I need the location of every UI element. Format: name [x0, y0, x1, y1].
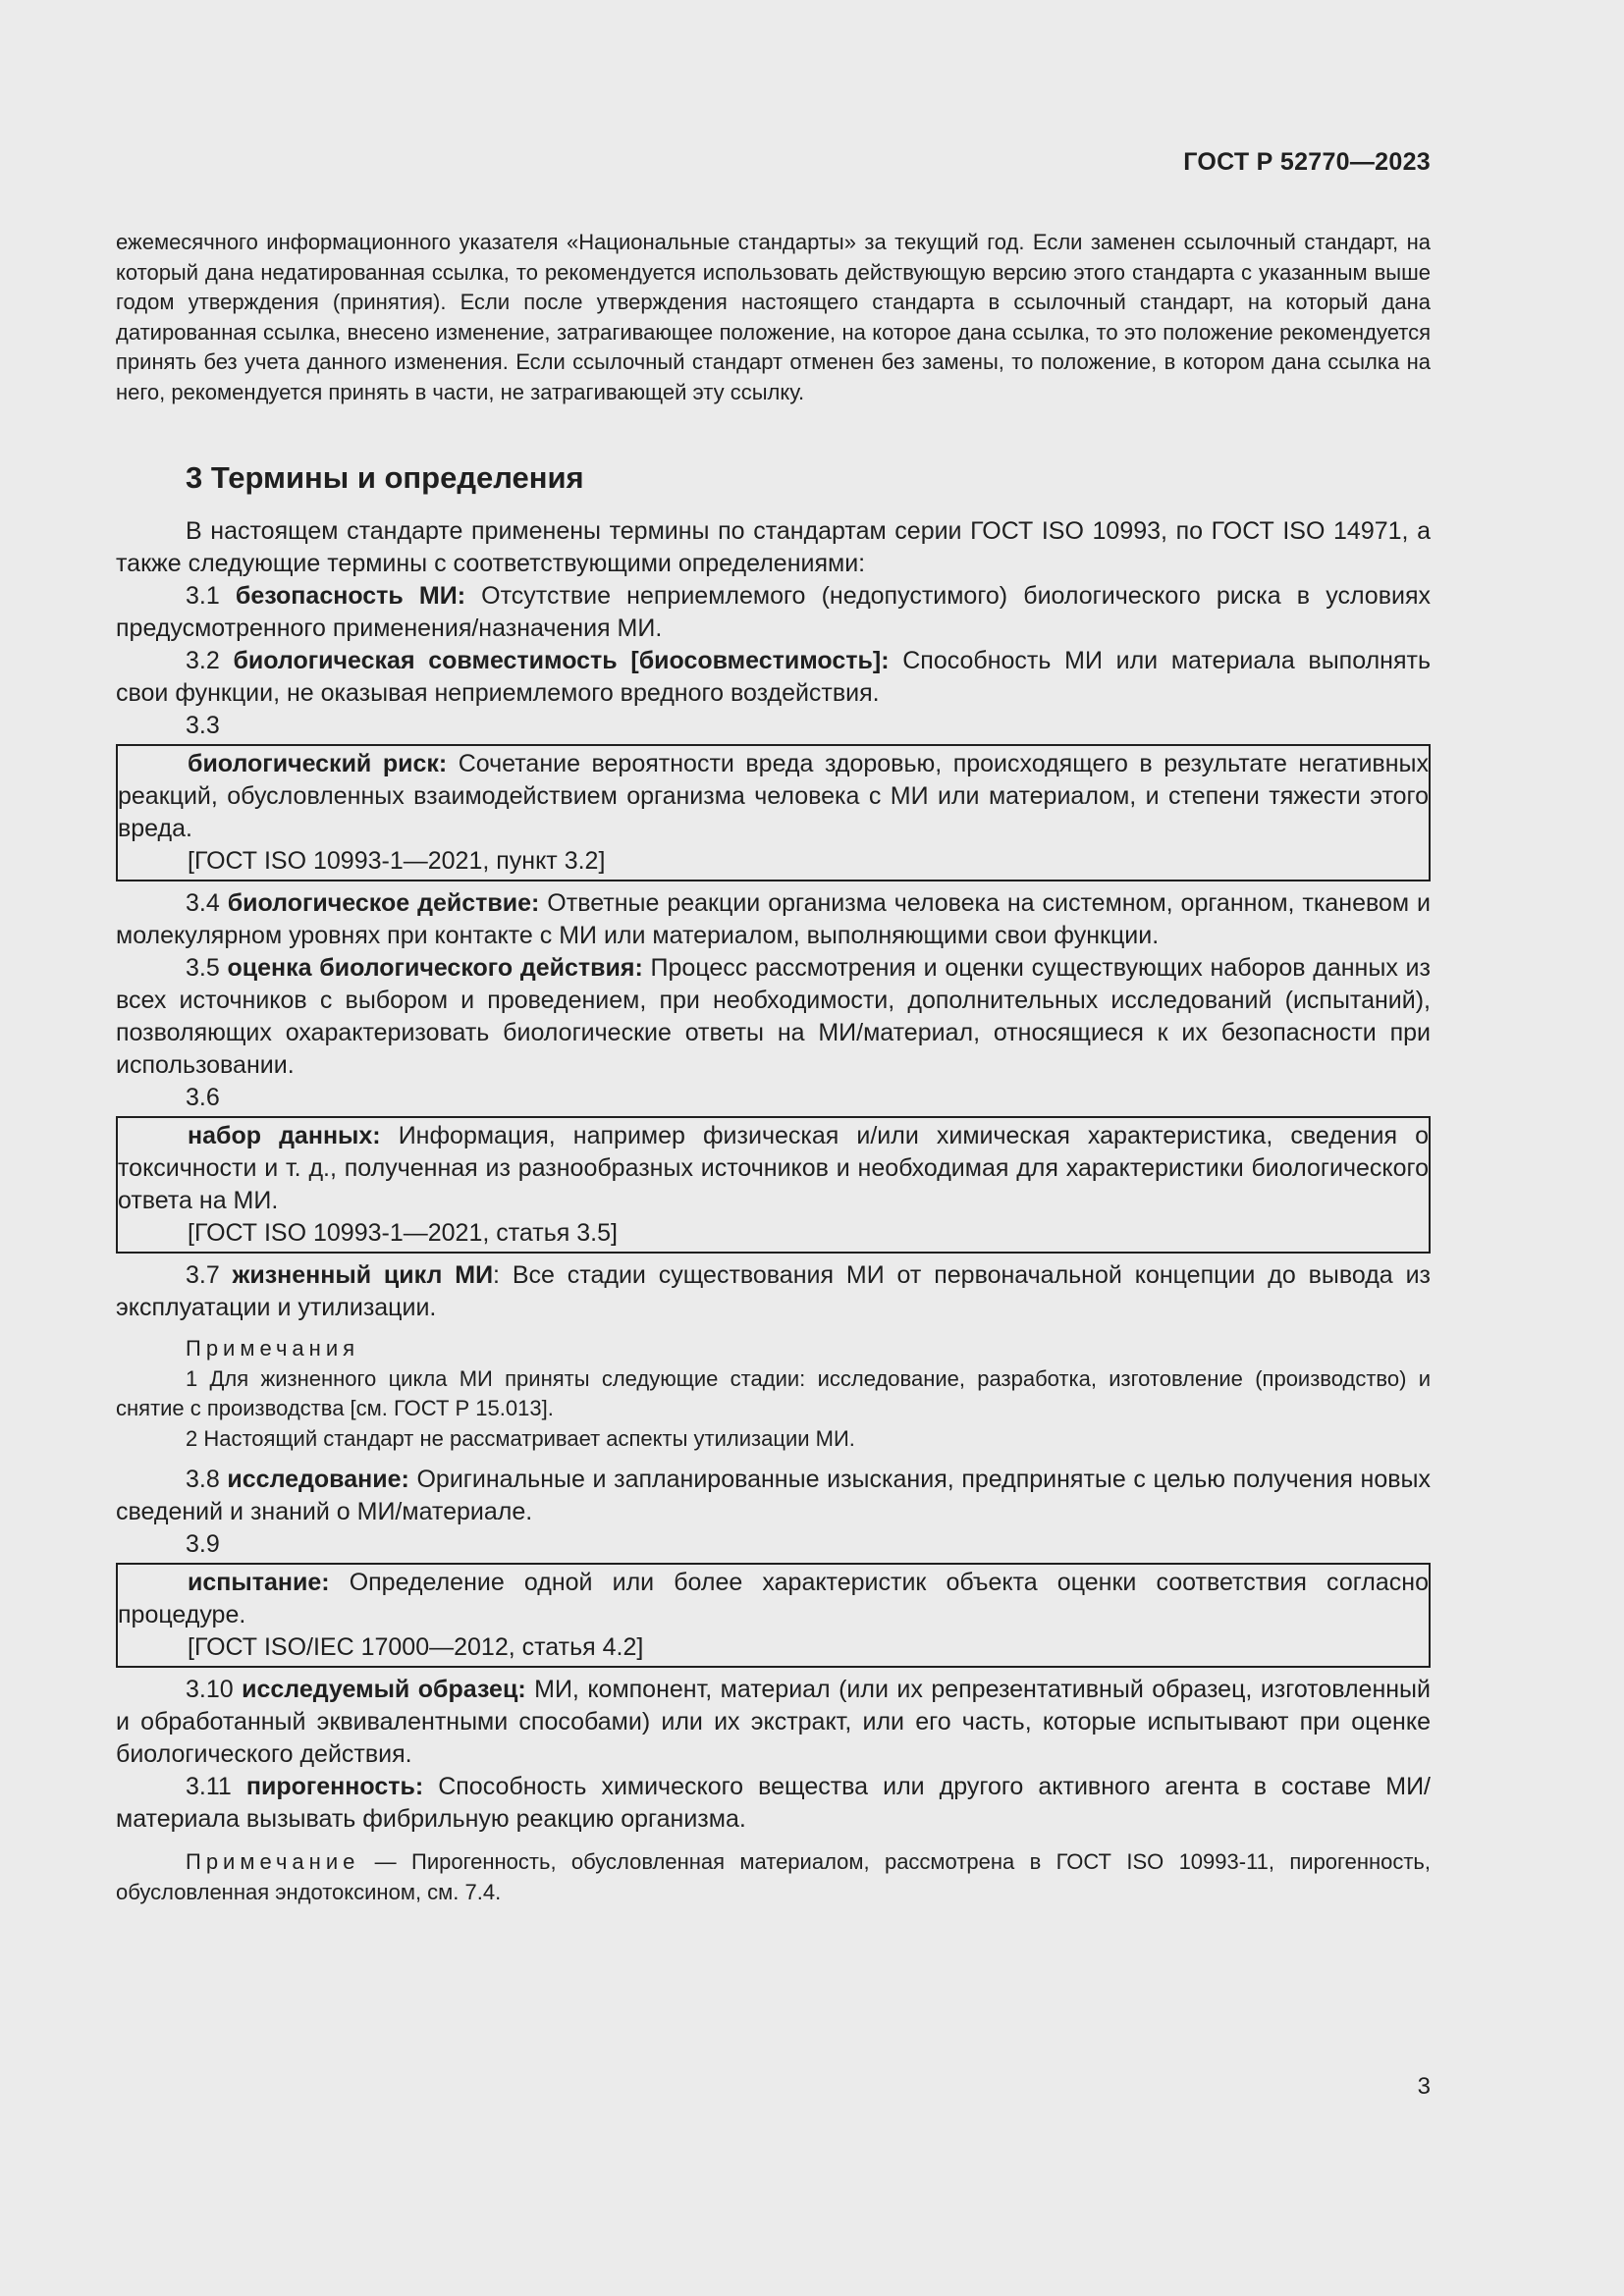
term-3-1: [116, 580, 1431, 645]
notes-label: Примечания: [186, 1336, 360, 1361]
term-number: 3.1: [186, 582, 236, 610]
term-name: биологическое действие:: [227, 889, 540, 917]
note-item: 1 Для жизненного цикла МИ приняты следующие стадии: исследование, разработка, изготовление (производство) и снятие с производства [см. ГОСТ Р 15.013].: [116, 1365, 1431, 1420]
term-number: 3.5: [186, 954, 228, 982]
term-3-8: [116, 1464, 1431, 1528]
term-3-9-box: [116, 1563, 1431, 1668]
term-number: 3.11: [186, 1773, 246, 1800]
term-3-6: [118, 1120, 1429, 1217]
term-definition: Сочетание вероятности вреда здоровью, происходящего в результате негативных реакций, обусловленных взаимодействием организма человека с МИ или материалом, и степени тяжести этого вреда.: [118, 750, 1429, 842]
term-name: пирогенность:: [245, 1773, 424, 1800]
term-number: 3.9: [186, 1530, 220, 1558]
note-3-11: [116, 1847, 1431, 1907]
page-number: 3: [1417, 2073, 1431, 2100]
page-content: [116, 147, 1431, 1907]
term-3-2: [116, 645, 1431, 710]
term-3-9: [118, 1567, 1429, 1631]
note-text: Пирогенность, обусловленная материалом, рассмотрена в ГОСТ ISO 10993-11, пирогенность, обусловленная эндотоксином, см. 7.4.: [116, 1849, 1431, 1904]
note-dash: —: [359, 1849, 412, 1874]
term-name: исследуемый образец:: [242, 1676, 526, 1703]
term-number: 3.8: [186, 1466, 228, 1493]
term-3-5: [116, 952, 1431, 1082]
term-name: жизненный цикл МИ: [232, 1261, 494, 1289]
term-definition: Способность химического вещества или другого активного агента в составе МИ/материала вызывать фибрильную реакцию организма.: [116, 1773, 1432, 1833]
term-definition: Оригинальные и запланированные изыскания, предпринятые с целью получения новых сведений и знаний о МИ/материале.: [116, 1466, 1432, 1525]
term-definition: Ответные реакции организма человека на системном, органном, тканевом и молекулярном уровнях при контакте с МИ или материалом, выполняющими свои функции.: [116, 889, 1431, 949]
term-name: исследование:: [227, 1466, 409, 1493]
term-3-6-box: [116, 1116, 1431, 1254]
term-name: биологический риск:: [188, 750, 448, 777]
term-name: испытание:: [188, 1569, 330, 1596]
document-id: ГОСТ Р 52770—2023: [1183, 148, 1431, 176]
section-title: 3 Термины и определения: [186, 460, 584, 495]
intro-paragraph: ежемесячного информационного указателя «Национальные стандарты» за текущий год. Если заменен ссылочный стандарт, на который дана недатированная ссылка, то рекомендуется использовать действующую версию этого стандарта с указанным выше годом утверждения (принятия). Если после утверждения настоящего стандарта в ссылочный стандарт, на который дана датированная ссылка, внесено изменение, затрагивающее положение, на которое дана ссылка, то это положение рекомендуется принять без учета данного изменения. Если ссылочный стандарт отменен без замены, то положение, в котором дана ссылка на него, рекомендуется принять в части, не затрагивающей эту ссылку.: [116, 230, 1431, 404]
note-item: 2 Настоящий стандарт не рассматривает аспекты утилизации МИ.: [186, 1425, 855, 1451]
term-number: 3.7: [186, 1261, 233, 1289]
term-source: [ГОСТ ISO/IEC 17000—2012, статья 4.2]: [188, 1633, 644, 1661]
term-definition: Способность МИ или материала выполнять свои функции, не оказывая неприемлемого вредного воздействия.: [116, 647, 1431, 707]
term-number: 3.10: [186, 1676, 243, 1703]
term-source: [ГОСТ ISO 10993-1—2021, статья 3.5]: [188, 1219, 618, 1247]
term-3-10: [116, 1674, 1431, 1771]
term-name: биологическая совместимость [биосовместимость]:: [233, 647, 890, 674]
term-number: 3.2: [186, 647, 234, 674]
term-definition: МИ, компонент, материал (или их репрезентативный образец, изготовленный и обработанный эквивалентными способами) или их экстракт, или его часть, которые испытывают при оценке биологического действия.: [116, 1676, 1431, 1768]
term-definition: Процесс рассмотрения и оценки существующих наборов данных из всех источников с выбором и проведением, при необходимости, дополнительных исследований (испытаний), позволяющих охарактеризовать биологические ответы на МИ/материал, относящиеся к их безопасности при использовании.: [116, 954, 1431, 1079]
term-3-3-box: [116, 744, 1431, 881]
term-name: набор данных:: [188, 1122, 381, 1149]
note-label: Примечание: [186, 1849, 360, 1874]
section-lead: В настоящем стандарте применены термины по стандартам серии ГОСТ ISO 10993, по ГОСТ ISO 14971, а также следующие термины с соответствующими определениями:: [116, 517, 1431, 577]
term-3-3: [118, 748, 1429, 845]
term-3-11: [116, 1771, 1431, 1836]
term-name: оценка биологического действия:: [227, 954, 643, 982]
term-number: 3.3: [186, 712, 220, 739]
term-3-7: [116, 1259, 1431, 1324]
term-name: безопасность МИ:: [235, 582, 466, 610]
term-number: 3.6: [186, 1084, 220, 1111]
term-definition: Информация, например физическая и/или химическая характеристика, сведения о токсичности и т. д., полученная из разнообразных источников и необходимая для характеристики биологического ответа на МИ.: [118, 1122, 1429, 1214]
term-source: [ГОСТ ISO 10993-1—2021, пункт 3.2]: [188, 847, 606, 875]
term-number: 3.4: [186, 889, 228, 917]
term-definition: : Все стадии существования МИ от первоначальной концепции до вывода из эксплуатации и утилизации.: [116, 1261, 1431, 1321]
term-3-4: [116, 887, 1431, 952]
term-definition: Определение одной или более характеристик объекта оценки соответствия согласно процедуре.: [118, 1569, 1429, 1629]
notes-3-7: [116, 1334, 1431, 1454]
term-definition: Отсутствие неприемлемого (недопустимого) биологического риска в условиях предусмотренного применения/назначения МИ.: [116, 582, 1431, 642]
